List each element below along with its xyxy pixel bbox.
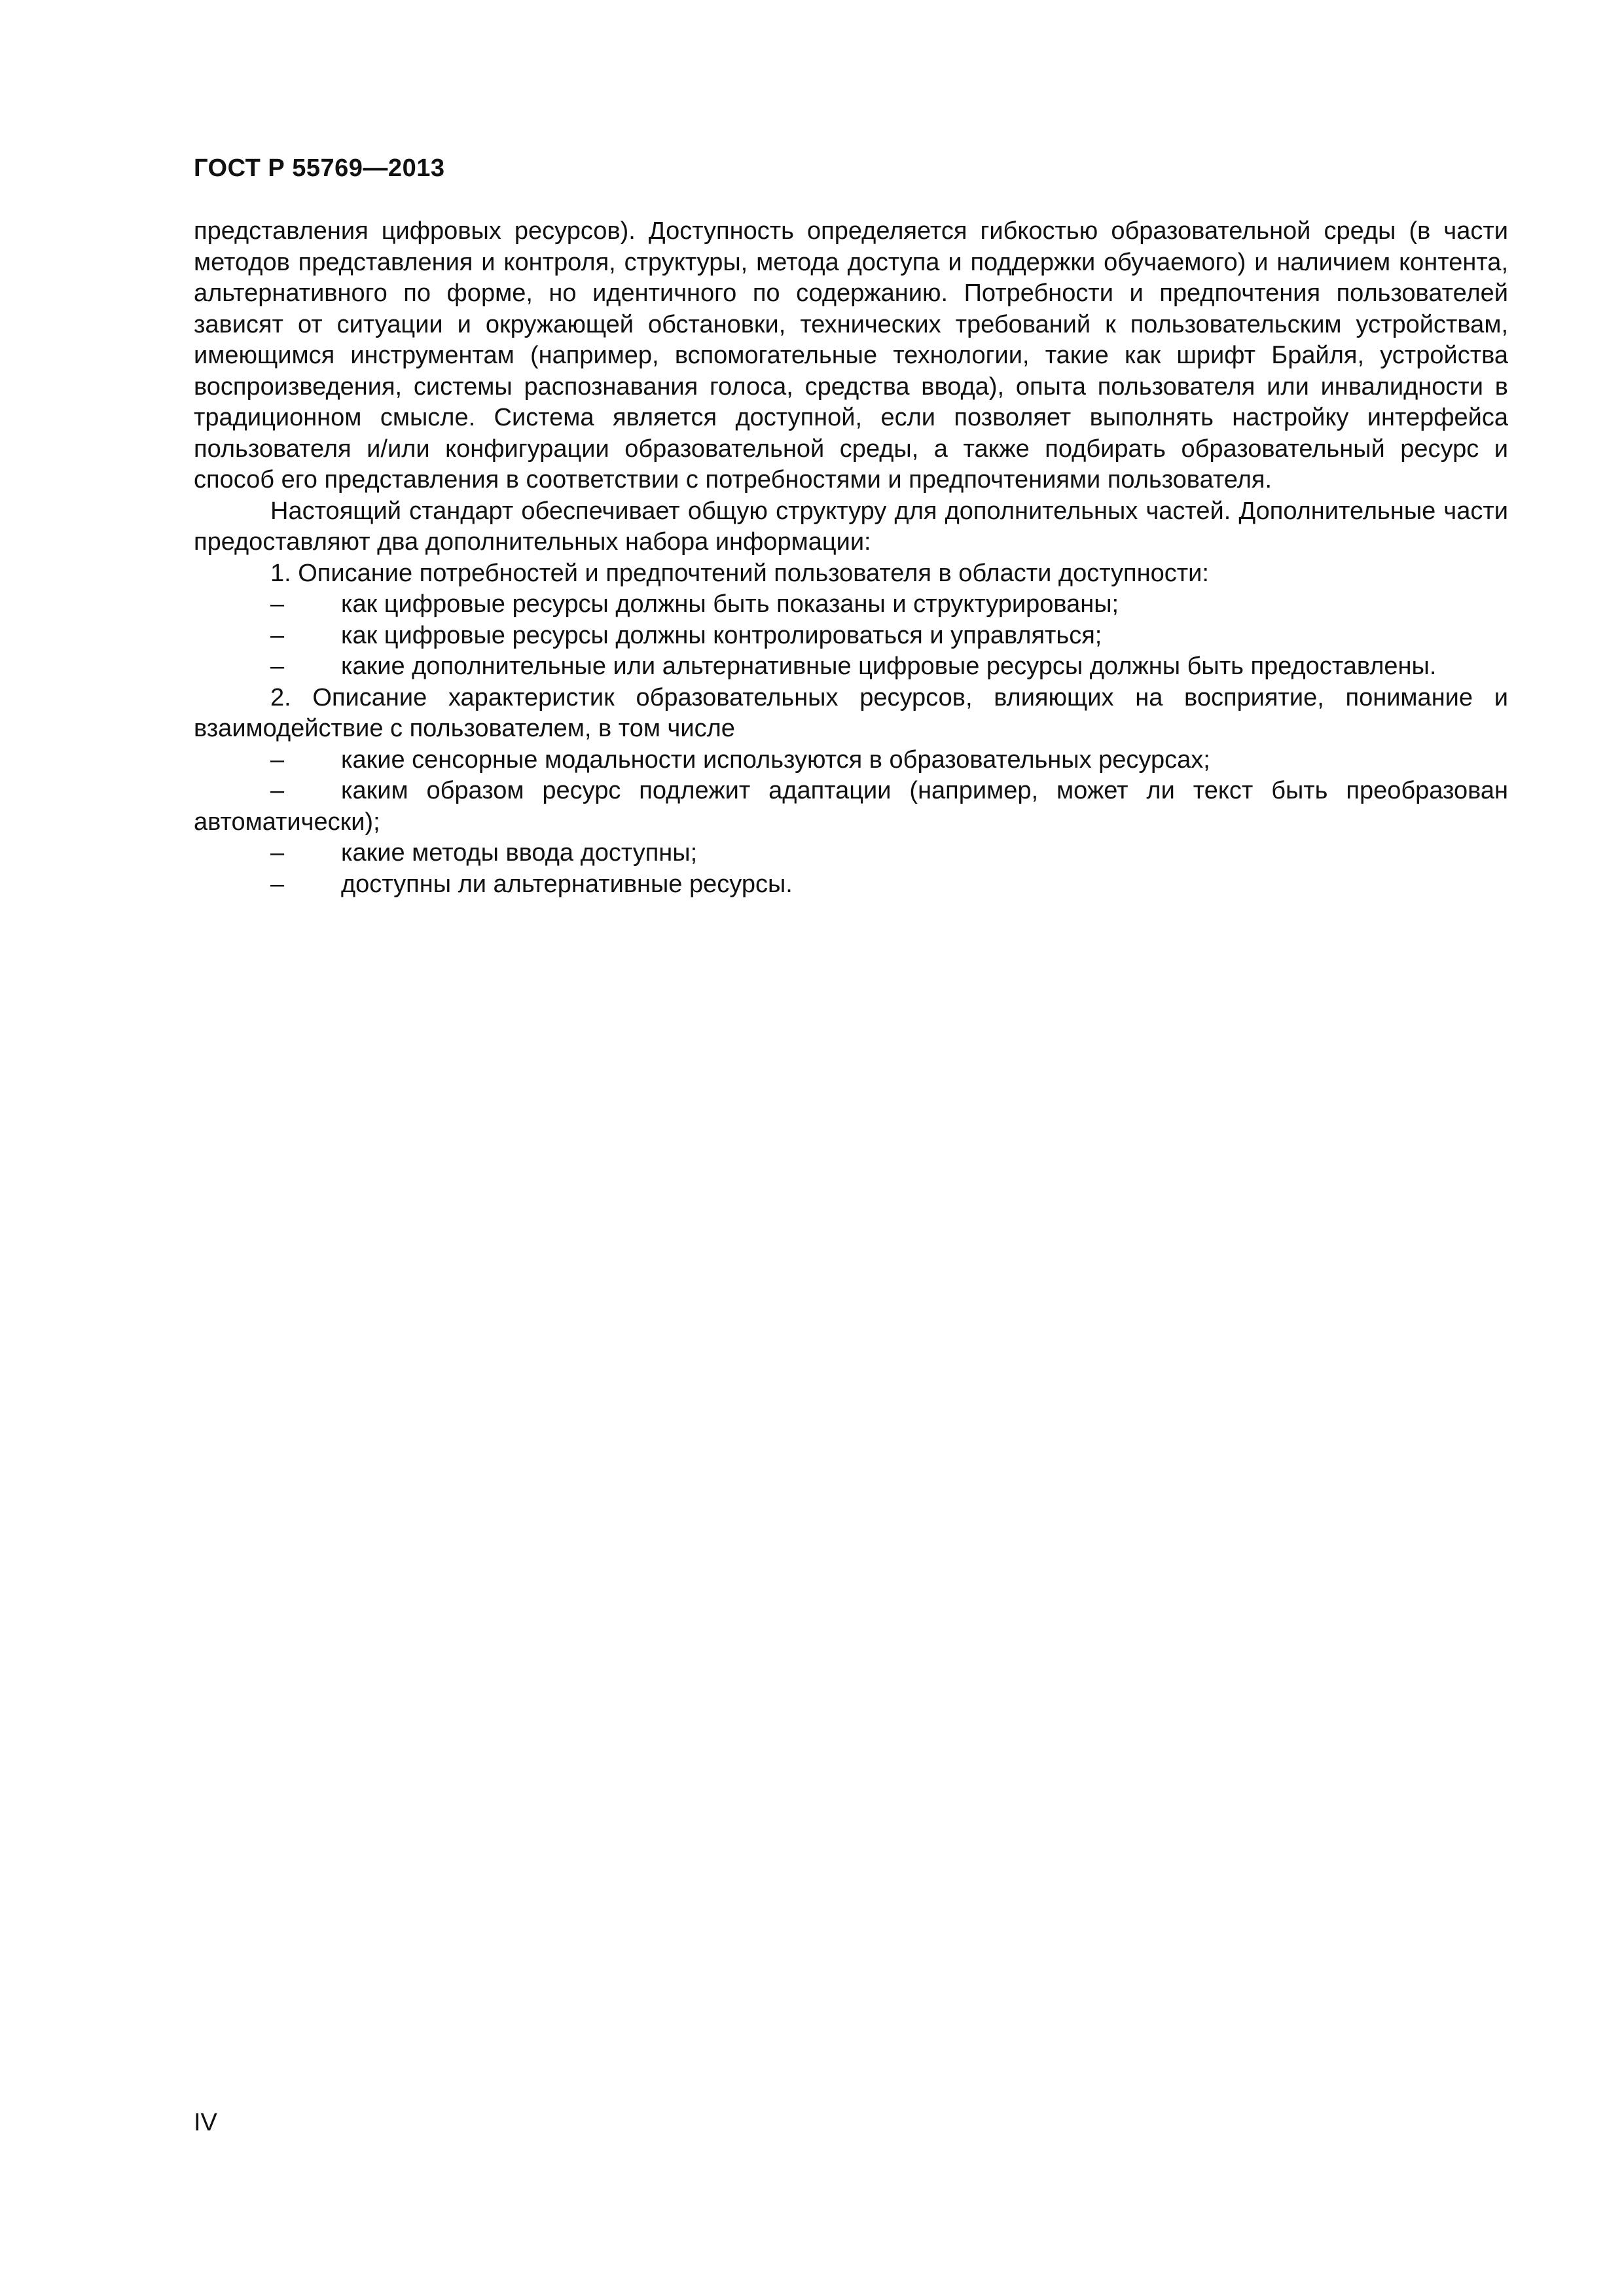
dash-marker: – bbox=[270, 777, 285, 804]
list-item bbox=[194, 589, 1508, 620]
list-item-text: как цифровые ресурсы должны быть показаны и структурированы; bbox=[341, 590, 1119, 618]
list-item-text: какие методы ввода доступны; bbox=[341, 839, 698, 867]
paragraph-accessibility: представления цифровых ресурсов). Доступность определяется гибкостью образовательной среды (в части методов представления и контроля, структуры, метода доступа и поддержки обучаемого) и наличием контента, альтернативного по форме, но идентичного по содержанию. Потребности и предпочтения пользователей зависят от ситуации и окружающей обстановки, технических требований к пользовательским устройствам, имеющимся инструментам (например, вспомогательные технологии, такие как шрифт Брайля, устройства воспроизведения, системы распознавания голоса, средства ввода), опыта пользователя или инвалидности в традиционном смысле. Система является доступной, если позволяет выполнять настройку интерфейса пользователя и/или конфигурации образовательной среды, а также подбирать образовательный ресурс и способ его представления в соответствии с потребностями и предпочтениями пользователя. bbox=[194, 217, 1508, 493]
list-item bbox=[194, 745, 1508, 776]
list-heading-resource-characteristics: 2. Описание характеристик образовательных ресурсов, влияющих на восприятие, понимание и взаимодействие с пользователем, в том числе bbox=[194, 683, 1508, 742]
list-item-text: доступны ли альтернативные ресурсы. bbox=[341, 870, 793, 898]
dash-marker: – bbox=[270, 839, 285, 867]
list-item-text: как цифровые ресурсы должны контролироваться и управляться; bbox=[341, 621, 1102, 649]
list-item-text: каким образом ресурс подлежит адаптации (например, может ли текст быть преобразован автоматически); bbox=[194, 777, 1508, 836]
dash-marker: – bbox=[270, 653, 285, 680]
list-item bbox=[194, 776, 1508, 838]
dash-marker: – bbox=[270, 621, 285, 649]
list-item-text: какие дополнительные или альтернативные цифровые ресурсы должны быть предоставлены. bbox=[341, 653, 1437, 680]
page-number: IV bbox=[194, 2109, 217, 2136]
paragraph-structure: Настоящий стандарт обеспечивает общую структуру для дополнительных частей. Дополнительные части предоставляют два дополнительных набора информации: bbox=[194, 497, 1508, 556]
list-item bbox=[194, 838, 1508, 869]
standard-id-header: ГОСТ Р 55769—2013 bbox=[194, 154, 445, 182]
list-heading-user-needs: 1. Описание потребностей и предпочтений пользователя в области доступности: bbox=[270, 559, 1209, 587]
document-body bbox=[194, 216, 1508, 900]
list-item-text: какие сенсорные модальности используются в образовательных ресурсах; bbox=[341, 745, 1210, 774]
dash-marker: – bbox=[270, 590, 285, 618]
dash-marker: – bbox=[270, 745, 285, 774]
dash-marker: – bbox=[270, 870, 285, 898]
list-item bbox=[194, 651, 1508, 683]
list-item bbox=[194, 869, 1508, 901]
list-item bbox=[194, 620, 1508, 652]
